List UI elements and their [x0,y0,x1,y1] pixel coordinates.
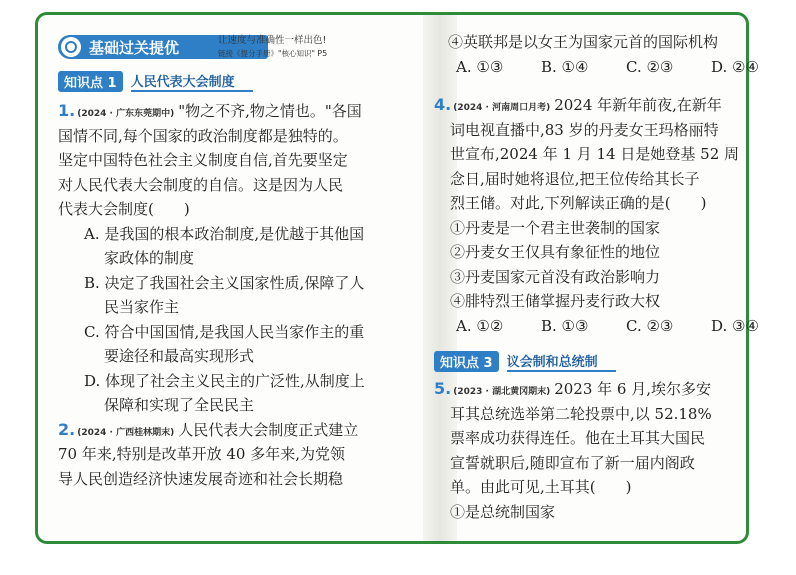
question-text-line: 70 年来,特别是改革开放 40 多年来,为党领 [58,445,346,463]
question-text-line: 词电视直播中,83 岁的丹麦女王玛格丽特 [450,120,719,139]
question-text-line: 宣誓就职后,随即宣布了新一届内阁政 [450,453,695,472]
knowledge-point-name: 议会制和总统制 [507,351,616,372]
banner-link: 链接《提分手册》"核心知识" [218,49,315,58]
option-d: D. 体现了社会主义民主的广泛性,从制度上 [84,371,365,390]
answer-option: B. ①③ [541,316,589,335]
option-c-cont: 要途径和最高实现形式 [104,347,255,365]
question-text-line: 人民代表大会制度正式建立 [178,420,359,439]
knowledge-point-1-header [58,71,253,91]
banner-tagline: 让速度与准确性一样出色! [218,35,327,46]
question-source: (2023 · 湖北黄冈期末) [453,387,551,397]
statement-item: ①丹麦是一个君主世袭制的国家 [450,218,661,237]
option-d-cont: 保障和实现了全民民主 [104,396,255,414]
question-text-line: 耳其总统选举第二轮投票中,以 52.18% [450,404,712,423]
question-source: (2024 · 广西桂林期末) [77,427,175,438]
knowledge-point-tag: 知识点 3 [434,351,499,372]
question-text-line: "物之不齐,物之情也。"各国 [178,102,362,120]
workbook-page-frame [35,12,759,544]
question-text-line: 烈王储。对此,下列解读正确的是( ) [450,194,707,212]
knowledge-point-name: 人民代表大会制度 [131,71,253,92]
option-b-cont: 民当家作主 [104,298,180,316]
option-a-cont: 家政体的制度 [104,249,195,267]
statement-item: ④英联邦是以女王为国家元首的国际机构 [448,33,719,51]
answer-option: C. ②③ [626,57,674,76]
question-number: 1. [58,101,76,120]
question-source: (2024 · 广东东莞期中) [77,109,175,119]
question-3-tail [448,30,796,79]
banner-subtitle [218,34,327,60]
answer-options [434,314,796,339]
banner-title: 基础过关提优 [89,38,180,57]
question-text-line: 代表大会制度( ) [58,200,190,218]
statement-item: ④腓特烈王储掌握丹麦行政大权 [450,292,661,310]
question-text-line: 对人民代表大会制度的自信。这是因为人民 [58,175,344,194]
question-text-line: 单。由此可见,土耳其( ) [450,478,632,496]
question-4 [434,93,796,338]
question-text-line: 票率成功获得连任。他在土耳其大国民 [450,429,706,447]
answer-option: C. ②③ [626,316,674,335]
question-number: 4. [434,95,452,114]
question-number: 2. [58,419,76,439]
question-number: 5. [434,379,452,398]
option-b: B. 决定了我国社会主义国家性质,保障了人 [84,273,365,292]
question-text-line: 2023 年 6 月,埃尔多安 [554,380,711,398]
answer-option: A. ①③ [456,57,504,76]
statement-item: ②丹麦女王仅具有象征性的地位 [450,243,661,261]
answer-option: B. ①④ [541,57,589,76]
statement-item: ①是总统制国家 [450,502,556,521]
question-5 [434,377,712,524]
question-text-line: 国情不同,每个国家的政治制度都是独特的。 [58,126,348,145]
question-1 [58,99,365,491]
knowledge-point-3-header [434,351,616,371]
option-a: A. 是我国的根本政治制度,是优越于其他国 [84,224,365,243]
question-text-line: 坚定中国特色社会主义制度自信,首先要坚定 [58,151,348,169]
option-c: C. 符合中国国情,是我国人民当家作主的重 [84,322,365,341]
answer-option: D. ②④ [711,57,759,76]
question-text-line: 2024 年新年前夜,在新年 [554,96,722,114]
question-text-line: 导人民创造经济快速发展奇迹和社会长期稳 [58,469,344,488]
banner-page-ref: P5 [317,49,328,58]
right-page [430,15,759,541]
knowledge-point-tag: 知识点 1 [58,71,123,92]
question-source: (2024 · 河南周口月考) [453,103,551,113]
question-text-line: 念日,届时她将退位,把王位传给其长子 [450,169,700,188]
target-icon [61,37,81,57]
answer-option: D. ③④ [711,316,759,335]
answer-option: A. ①② [456,316,504,335]
answer-options [448,55,796,80]
left-page [38,15,423,541]
statement-item: ③丹麦国家元首没有政治影响力 [450,267,661,286]
question-text-line: 世宣布,2024 年 1 月 14 日是她登基 52 周 [450,145,740,163]
